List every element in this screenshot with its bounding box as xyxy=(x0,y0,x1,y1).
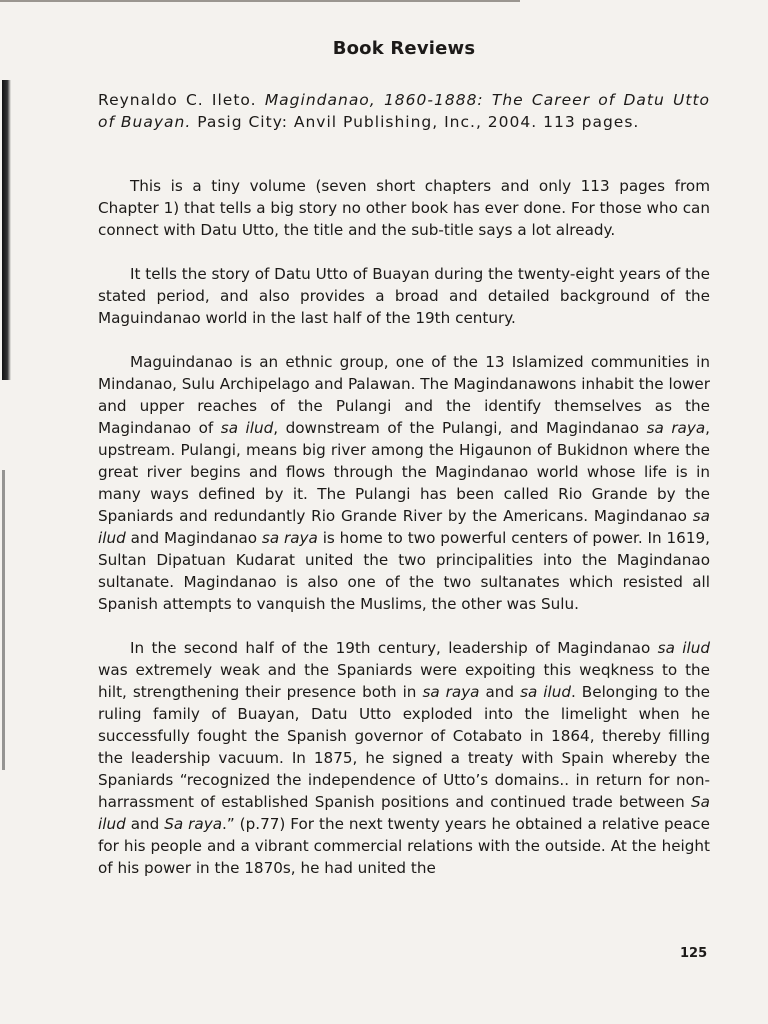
paragraph-text: .” (p.77) For the next twenty years he obtained a relative peace for his people and a vibrant commercial relations with the outside. At the height of his power in the 1870s, he had united the xyxy=(98,815,710,877)
binding-shadow xyxy=(2,80,11,380)
italic-term: sa ilud xyxy=(657,639,710,657)
paragraph-text: . Belonging to the ruling family of Buayan, Datu Utto exploded into the limelight when he successfully fought the Spanish governor of Cotabato in 1864, thereby filling the leadership vacuum. In 1875, he signed a treaty with Spain whereby the Spaniards “recognized the independence of Utto’s domains.. in return for non-harrassment of established Spanish positions and continued trade between xyxy=(98,683,710,811)
italic-term: Sa ilud xyxy=(98,793,710,833)
paragraph-text: and xyxy=(479,683,521,701)
italic-term: sa raya xyxy=(422,683,480,701)
paragraph-text: In the second half of the 19th century, leadership of Magindanao xyxy=(130,639,658,657)
paragraph-text: and Magindanao xyxy=(125,529,262,547)
italic-term: sa ilud xyxy=(98,507,710,547)
paragraph-text: , upstream. Pulangi, means big river among the Higaunon of Bukidnon where the great river begins and flows through the Magindanao world whose life is in many ways defined by it. The Pulangi has been called Rio Grande by the Spaniards and redundantly Rio Grande River by the Americans. Magindanao xyxy=(98,419,710,525)
citation-book-title: Magindanao, 1860-1888: The Career of Datu Utto of Buayan. xyxy=(98,91,711,131)
paragraph-text: It tells the story of Datu Utto of Buayan during the twenty-eight years of the stated period, and also provides a broad and detailed background of the Maguindanao world in the last half of the 19th century. xyxy=(98,265,711,327)
paragraph-1 xyxy=(98,175,710,241)
paragraph-text: is home to two powerful centers of power. In 1619, Sultan Dipatuan Kudarat united the two principalities into the Magindanao sultanate. Magindanao is also one of the two sultanates which resisted all Spanish attempts to vanquish the Muslims, the other was Sulu. xyxy=(98,529,710,613)
binding-shadow-lower xyxy=(2,470,5,770)
citation-publisher: Pasig City: Anvil Publishing, Inc., 2004. 113 pages. xyxy=(197,113,640,131)
italic-term: sa raya xyxy=(261,529,318,547)
review-body xyxy=(98,175,710,901)
paragraph-text: was extremely weak and the Spaniards were expoiting this weqkness to the hilt, strengthening their presence both in xyxy=(98,661,710,701)
paragraph-4 xyxy=(98,637,710,879)
paragraph-text: , downstream of the Pulangi, and Magindanao xyxy=(273,419,647,437)
citation-author: Reynaldo C. Ileto. xyxy=(98,91,257,109)
italic-term: Sa raya xyxy=(164,815,223,833)
top-rule xyxy=(0,0,520,2)
page-number: 125 xyxy=(680,946,708,961)
paragraph-text: This is a tiny volume (seven short chapters and only 113 pages from Chapter 1) that tells a big story no other book has ever done. For those who can connect with Datu Utto, the title and the sub-title says a lot already. xyxy=(98,177,710,239)
paragraph-text: and xyxy=(125,815,165,833)
italic-term: sa raya xyxy=(646,419,706,437)
book-citation xyxy=(98,89,710,133)
paragraph-text: Maguindanao is an ethnic group, one of the 13 Islamized communities in Mindanao, Sulu Archipelago and Palawan. The Magindanawons inhabit the lower and upper reaches of the Pulangi and the identify themselves as the Magindanao of xyxy=(98,353,710,437)
paragraph-3 xyxy=(98,351,710,615)
page-title: Book Reviews xyxy=(332,38,476,59)
paragraph-2 xyxy=(98,263,710,329)
italic-term: sa ilud xyxy=(520,683,571,701)
italic-term: sa ilud xyxy=(220,419,274,437)
